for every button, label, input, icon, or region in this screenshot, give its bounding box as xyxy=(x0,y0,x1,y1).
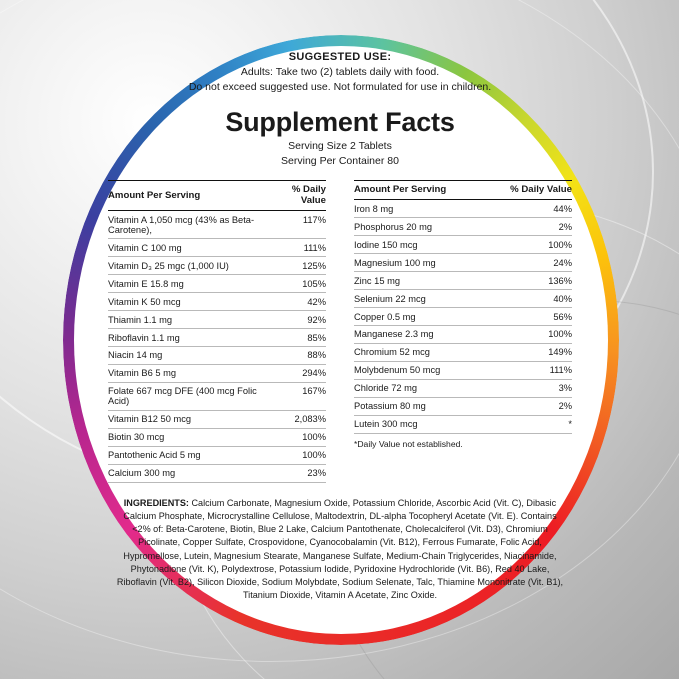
nutrient-daily-value: 2% xyxy=(484,397,572,415)
nutrient-daily-value: 92% xyxy=(270,310,326,328)
nutrient-daily-value: 294% xyxy=(270,364,326,382)
table-row xyxy=(108,328,326,346)
nutrient-daily-value: 100% xyxy=(484,235,572,253)
label-content xyxy=(80,42,600,642)
nutrient-daily-value: 111% xyxy=(484,361,572,379)
ingredients-text: Calcium Carbonate, Magnesium Oxide, Potassium Chloride, Ascorbic Acid (Vit. C), Dibasic Calcium Phosphate, Microcrystalline Cellulose, Maltodextrin, DL-alpha Tocopheryl Acetate (Vit. E). Contains <2% of: Beta-Carotene, Biotin, Blue 2 Lake, Calcium Pantothenate, Cholecalciferol (Vit. D3), Chromium Picolinate, Copper Sulfate, Crospovidone, Cyanocobalamin (Vit. B12), Ferrous Fumarate, Folic Acid, Hypromellose, Lutein, Magnesium Stearate, Manganese Sulfate, Medium-Chain Triglycerides, Niacinamide, Phytonadione (Vit. K), Polydextrose, Potassium Iodide, Pyridoxine Hydrochloride (Vit. B6), Red 40 Lake, Riboflavin (Vit. B2), Silicon Dioxide, Sodium Molybdate, Sodium Selenate, Talc, Thiamine Mononitrate (Vit. B1), Titanium Dioxide, Vitamin A Acetate, Zinc Oxide. xyxy=(116,497,564,601)
nutrient-name: Molybdenum 50 mcg xyxy=(354,361,484,379)
table-row xyxy=(354,235,572,253)
servings-per-container: Serving Per Container 80 xyxy=(281,155,399,167)
table-row xyxy=(108,211,326,239)
nutrient-daily-value: 23% xyxy=(270,464,326,482)
nutrient-daily-value: * xyxy=(484,415,572,433)
table-row xyxy=(108,364,326,382)
table-row xyxy=(354,343,572,361)
table-row xyxy=(354,415,572,433)
nutrient-name: Manganese 2.3 mg xyxy=(354,325,484,343)
table-row xyxy=(354,217,572,235)
table-row xyxy=(108,256,326,274)
serving-size: Serving Size 2 Tablets xyxy=(288,140,392,152)
column-header-daily-value: % Daily Value xyxy=(484,181,572,200)
nutrient-daily-value: 42% xyxy=(270,292,326,310)
table-row xyxy=(108,464,326,482)
nutrient-daily-value: 100% xyxy=(270,446,326,464)
nutrient-daily-value: 24% xyxy=(484,253,572,271)
table-row xyxy=(108,346,326,364)
ingredients-block xyxy=(114,497,566,603)
nutrition-table-right-column xyxy=(354,180,572,483)
table-row xyxy=(108,310,326,328)
nutrient-daily-value: 40% xyxy=(484,289,572,307)
nutrient-daily-value: 100% xyxy=(484,325,572,343)
column-header-amount: Amount Per Serving xyxy=(354,181,484,200)
table-row xyxy=(354,361,572,379)
nutrient-name: Chromium 52 mcg xyxy=(354,343,484,361)
suggested-use-heading: SUGGESTED USE: xyxy=(288,51,392,63)
nutrient-name: Iron 8 mg xyxy=(354,200,484,218)
table-row xyxy=(354,253,572,271)
column-header-daily-value: % Daily Value xyxy=(270,181,326,211)
nutrient-name: Folate 667 mcg DFE (400 mcg Folic Acid) xyxy=(108,382,270,410)
nutrient-daily-value: 125% xyxy=(270,256,326,274)
ingredients-label: INGREDIENTS: xyxy=(123,497,189,508)
nutrient-daily-value: 56% xyxy=(484,307,572,325)
nutrient-name: Phosphorus 20 mg xyxy=(354,217,484,235)
table-row xyxy=(354,379,572,397)
nutrient-name: Lutein 300 mcg xyxy=(354,415,484,433)
table-row xyxy=(354,200,572,218)
suggested-use-line-1: Adults: Take two (2) tablets daily with food. xyxy=(240,66,440,78)
table-row xyxy=(354,325,572,343)
nutrient-daily-value: 136% xyxy=(484,271,572,289)
nutrient-daily-value: 2% xyxy=(484,217,572,235)
nutrient-daily-value: 44% xyxy=(484,200,572,218)
nutrient-name: Niacin 14 mg xyxy=(108,346,270,364)
table-header-row xyxy=(108,181,326,211)
nutrient-name: Pantothenic Acid 5 mg xyxy=(108,446,270,464)
nutrient-daily-value: 167% xyxy=(270,382,326,410)
nutrient-name: Vitamin A 1,050 mcg (43% as Beta-Carotene), xyxy=(108,211,270,239)
suggested-use-block xyxy=(80,50,600,95)
table-row xyxy=(108,292,326,310)
suggested-use-line-2: Do not exceed suggested use. Not formulated for use in children. xyxy=(188,81,492,93)
nutrient-daily-value: 149% xyxy=(484,343,572,361)
column-header-amount: Amount Per Serving xyxy=(108,181,270,211)
table-row xyxy=(108,274,326,292)
page-title: Supplement Facts xyxy=(225,107,455,137)
nutrient-name: Vitamin C 100 mg xyxy=(108,238,270,256)
table-row xyxy=(108,446,326,464)
table-row xyxy=(354,289,572,307)
nutrient-name: Vitamin B6 5 mg xyxy=(108,364,270,382)
nutrient-name: Zinc 15 mg xyxy=(354,271,484,289)
table-row xyxy=(354,397,572,415)
table-row xyxy=(108,410,326,428)
nutrient-name: Thiamin 1.1 mg xyxy=(108,310,270,328)
nutrient-daily-value: 117% xyxy=(270,211,326,239)
table-row xyxy=(108,428,326,446)
table-header-row xyxy=(354,181,572,200)
nutrient-name: Calcium 300 mg xyxy=(108,464,270,482)
nutrient-name: Vitamin B12 50 mcg xyxy=(108,410,270,428)
nutrient-name: Iodine 150 mcg xyxy=(354,235,484,253)
nutrient-name: Copper 0.5 mg xyxy=(354,307,484,325)
nutrient-daily-value: 3% xyxy=(484,379,572,397)
nutrient-name: Chloride 72 mg xyxy=(354,379,484,397)
table-row xyxy=(354,307,572,325)
nutrient-daily-value: 105% xyxy=(270,274,326,292)
nutrient-daily-value: 88% xyxy=(270,346,326,364)
nutrient-name: Magnesium 100 mg xyxy=(354,253,484,271)
nutrient-name: Potassium 80 mg xyxy=(354,397,484,415)
nutrient-name: Vitamin D₃ 25 mgc (1,000 IU) xyxy=(108,256,270,274)
nutrient-daily-value: 100% xyxy=(270,428,326,446)
nutrient-name: Vitamin E 15.8 mg xyxy=(108,274,270,292)
nutrient-name: Vitamin K 50 mcg xyxy=(108,292,270,310)
nutrient-daily-value: 85% xyxy=(270,328,326,346)
nutrient-name: Riboflavin 1.1 mg xyxy=(108,328,270,346)
nutrition-table-left-column xyxy=(108,180,326,483)
nutrition-tables xyxy=(108,180,572,483)
nutrient-daily-value: 111% xyxy=(270,238,326,256)
nutrient-daily-value: 2,083% xyxy=(270,410,326,428)
nutrition-table-left xyxy=(108,180,326,483)
nutrition-table-right xyxy=(354,180,572,434)
nutrient-name: Biotin 30 mcg xyxy=(108,428,270,446)
daily-value-footnote: *Daily Value not established. xyxy=(354,438,463,449)
table-row xyxy=(108,382,326,410)
table-row xyxy=(354,271,572,289)
nutrient-name: Selenium 22 mcg xyxy=(354,289,484,307)
table-row xyxy=(108,238,326,256)
